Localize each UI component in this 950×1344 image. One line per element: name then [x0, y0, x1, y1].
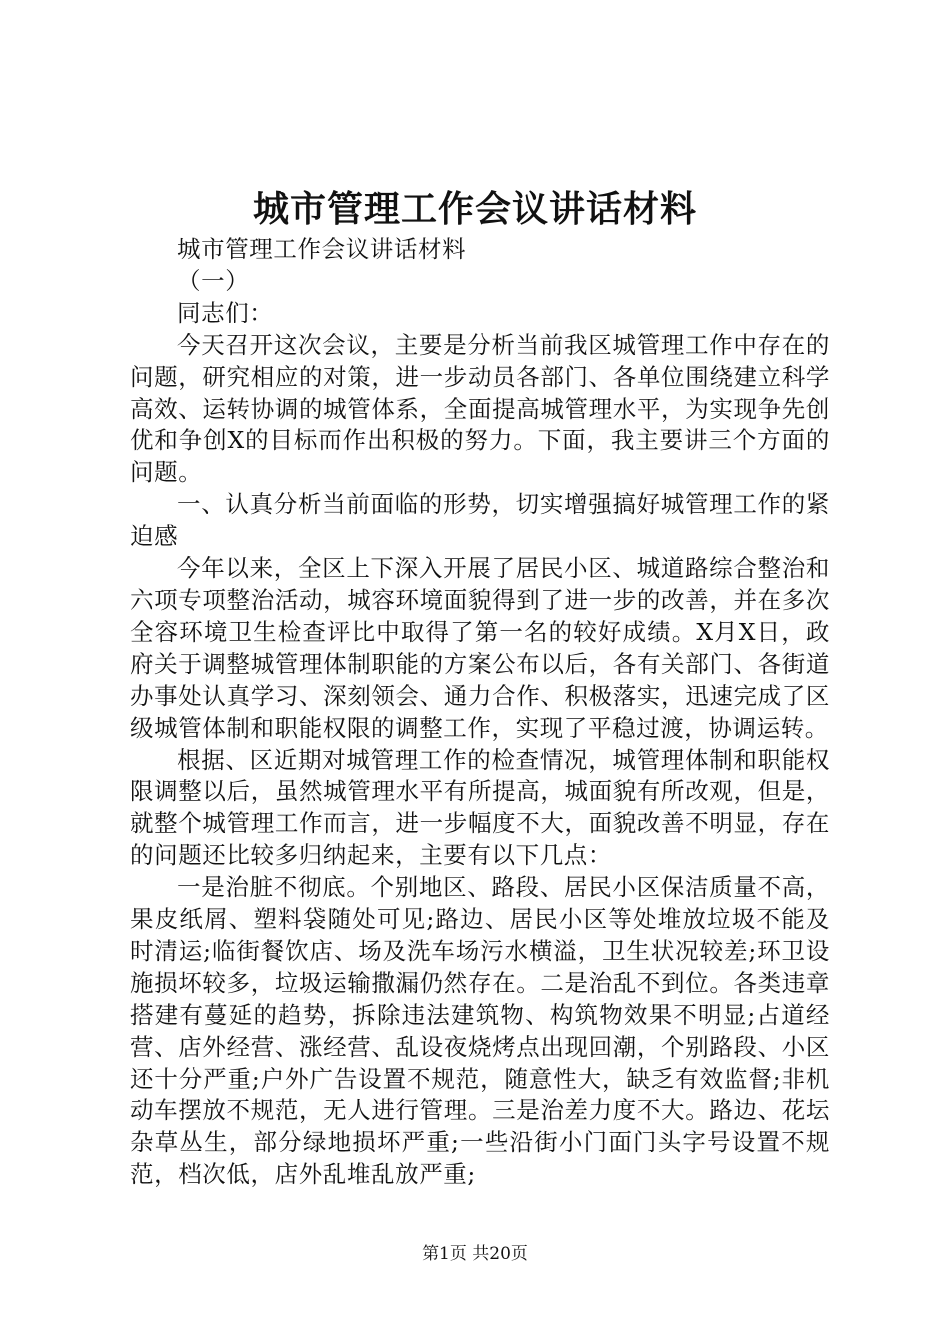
paragraph-inspection: 根据、区近期对城管理工作的检查情况，城管理体制和职能权限调整以后，虽然城管理水平有所提高，城面貌有所改观，但是，就整个城管理工作而言，进一步幅度不大，面貌改善不明显，存在的问题还比较多归纳起来，主要有以下几点：: [130, 745, 830, 870]
section-heading-one: 一、认真分析当前面临的形势，切实增强搞好城管理工作的紧迫感: [130, 490, 830, 551]
salutation: 同志们：: [177, 298, 274, 327]
document-title: 城市管理工作会议讲话材料: [252, 188, 697, 230]
body-heading-line: 城市管理工作会议讲话材料: [177, 235, 467, 263]
document-body: [130, 234, 830, 1191]
paragraph-problems: 一是治脏不彻底。个别地区、路段、居民小区保洁质量不高，果皮纸屑、塑料袋随处可见;路边、居民小区等处堆放垃圾不能及时清运;临街餐饮店、场及洗车场污水横溢，卫生状况较差;环卫设施损坏较多，垃圾运输撒漏仍然存在。二是治乱不到位。各类违章搭建有蔓延的趋势，拆除违法建筑物、构筑物效果不明显;占道经营、店外经营、涨经营、乱设夜烧烤点出现回潮，个别路段、小区还十分严重;户外广告设置不规范，随意性大，缺乏有效监督;非机动车摆放不规范，无人进行管理。三是治差力度不大。路边、花坛杂草丛生，部分绿地损坏严重;一些沿街小门面门头字号设置不规范，档次低，店外乱堆乱放严重;: [130, 873, 830, 1189]
paragraph-progress: 今年以来，全区上下深入开展了居民小区、城道路综合整治和六项专项整治活动，城容环境面貌得到了进一步的改善，并在多次全容环境卫生检查评比中取得了第一名的较好成绩。X月X日，政府关于调整城管理体制职能的方案公布以后，各有关部门、各街道办事处认真学习、深刻领会、通力合作、积极落实，迅速完成了区级城管体制和职能权限的调整工作，实现了平稳过渡，协调运转。: [130, 554, 830, 742]
paragraph-intro: 今天召开这次会议，主要是分析当前我区城管理工作中存在的问题，研究相应的对策，进一步动员各部门、各单位围绕建立科学高效、运转协调的城管体系，全面提高城管理水平，为实现争先创优和争创X的目标而作出积极的努力。下面，我主要讲三个方面的问题。: [130, 330, 830, 487]
section-number: （一）: [177, 266, 250, 295]
page-number-footer: 第1页 共20页: [422, 1244, 528, 1264]
